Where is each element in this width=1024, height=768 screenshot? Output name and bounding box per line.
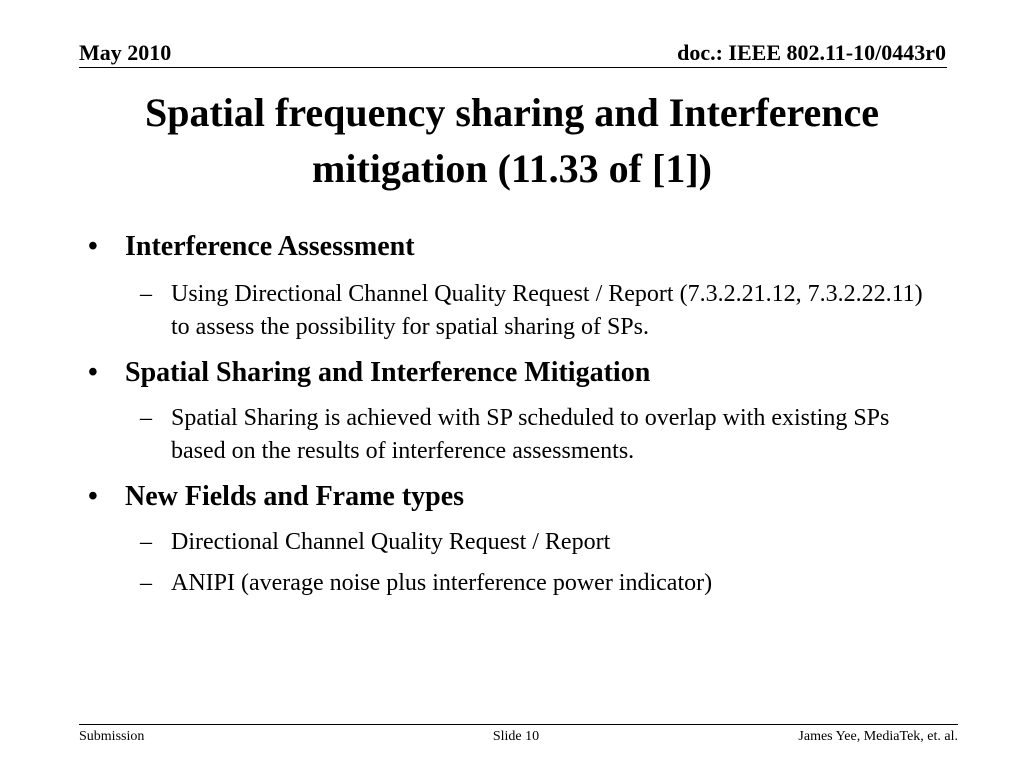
subbullet-text: ANIPI (average noise plus interference power indicator) [171, 570, 713, 596]
footer-author: James Yee, MediaTek, et. al. [798, 729, 958, 744]
bullet-text: Spatial Sharing and Interference Mitigation [125, 357, 651, 388]
header-divider [79, 67, 947, 68]
bullet-marker: • [88, 481, 98, 512]
subbullet-marker: – [140, 281, 152, 307]
bullet-text: Interference Assessment [125, 231, 415, 262]
subbullet-marker: – [140, 570, 152, 596]
subbullet-text: Directional Channel Quality Request / Report [171, 529, 611, 555]
slide-title-line-1: Spatial frequency sharing and Interference [144, 90, 880, 135]
bullet-text: New Fields and Frame types [125, 481, 465, 512]
subbullet-text: Spatial Sharing is achieved with SP scheduled to overlap with existing SPs based on the results of interference assessments. [171, 405, 890, 464]
subbullet-spatial-overlap [140, 402, 940, 468]
bullet-marker: • [88, 231, 98, 262]
subbullet-anipi [140, 567, 940, 600]
subbullet-marker: – [140, 529, 152, 555]
footer-divider [79, 724, 958, 725]
subbullet-directional-quality [140, 278, 940, 344]
bullet-marker: • [88, 357, 98, 388]
subbullet-text: Using Directional Channel Quality Request / Report (7.3.2.21.12, 7.3.2.22.11) to assess the possibility for spatial sharing of SPs. [171, 281, 923, 340]
slide-title [60, 85, 964, 197]
subbullet-quality-request [140, 526, 940, 559]
footer-submission: Submission [79, 729, 145, 744]
header-doc-id: doc.: IEEE 802.11-10/0443r0 [677, 40, 946, 65]
header-date: May 2010 [79, 40, 172, 65]
footer-slide-number: Slide 10 [492, 729, 540, 744]
subbullet-marker: – [140, 405, 152, 431]
slide-title-line-2: mitigation (11.33 of [1]) [312, 146, 712, 191]
